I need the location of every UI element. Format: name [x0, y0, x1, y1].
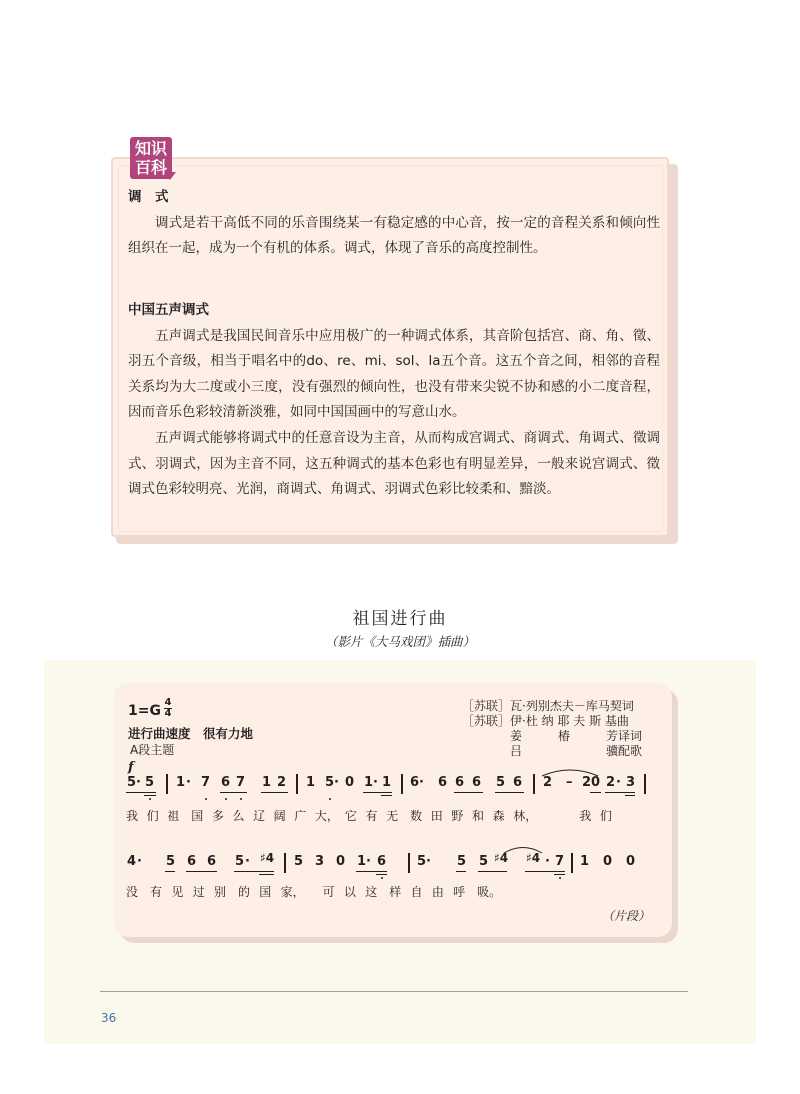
- note: 7: [236, 775, 246, 790]
- note: 0: [603, 854, 613, 869]
- note: 3: [626, 775, 636, 790]
- note: 1: [262, 775, 272, 790]
- note: 3: [315, 854, 325, 869]
- time-top: 4: [164, 697, 172, 708]
- note: 5: [417, 854, 427, 869]
- note: ·: [366, 854, 371, 869]
- note: 6: [207, 854, 217, 869]
- note: ·: [186, 775, 191, 790]
- barline: [571, 853, 573, 873]
- underline: [381, 795, 392, 796]
- badge-tail: [164, 172, 176, 180]
- note: 1: [176, 775, 186, 790]
- underline: [456, 871, 466, 872]
- note: 7: [555, 854, 565, 869]
- underline: [495, 792, 524, 793]
- low-octave-dot: [329, 798, 331, 800]
- credit-line: ［苏联］伊·杜 纳 耶 夫 斯 基曲: [462, 714, 629, 728]
- barline: [408, 853, 410, 873]
- underline: [126, 792, 156, 793]
- underline: [356, 871, 387, 872]
- note: 2: [543, 775, 553, 790]
- underline: [165, 871, 175, 872]
- footer-rule: [100, 991, 688, 992]
- underline: [220, 792, 247, 793]
- badge-line-2: 百科: [134, 158, 167, 177]
- low-octave-dot: [205, 798, 207, 800]
- credit-line: 吕 骥配歌: [462, 744, 643, 758]
- low-octave-dot: [240, 798, 242, 800]
- fragment-note: （片段）: [602, 909, 651, 923]
- note: 0: [626, 854, 636, 869]
- credit-line: 姜 椿 芳译词: [462, 729, 643, 743]
- underline: [144, 795, 156, 796]
- credits: [462, 699, 642, 759]
- time-bottom: 4: [164, 708, 172, 719]
- barline: [401, 774, 403, 794]
- paragraph: 调式是若干高低不同的乐音围绕某一有稳定感的中心音，按一定的音程关系和倾向性组织在一起，成为一个有机的体系。调式，体现了音乐的高度控制性。: [128, 214, 660, 257]
- barline: [296, 774, 298, 794]
- note: ·: [545, 854, 550, 869]
- lyrics-line-1: 我 们 祖 国 多 么 辽 阔 广 大， 它 有 无 数 田 野 和 森 林， 我 们: [126, 809, 612, 823]
- note: 5: [325, 775, 335, 790]
- note-sharp: ♯4: [526, 851, 541, 865]
- note: ·: [334, 775, 339, 790]
- underline: [234, 871, 274, 872]
- credit-line: ［苏联］瓦·列别杰夫－库马契词: [462, 699, 634, 713]
- note: 2: [606, 775, 616, 790]
- underline: [376, 874, 387, 875]
- note: 5: [145, 775, 155, 790]
- song-subtitle: （影片《大马戏团》插曲）: [324, 634, 475, 649]
- note: 7: [201, 775, 211, 790]
- note: 6: [377, 854, 387, 869]
- note: 1: [306, 775, 316, 790]
- barline: [284, 853, 286, 873]
- underline: [554, 874, 565, 875]
- underline: [261, 792, 288, 793]
- note: ·: [136, 775, 141, 790]
- tempo-marking: 进行曲速度 很有力地: [128, 726, 254, 741]
- low-octave-dot: [225, 798, 227, 800]
- note: 5: [496, 775, 506, 790]
- note: 5: [294, 854, 304, 869]
- note: –: [566, 775, 573, 790]
- section-heading: 中国五声调式: [128, 302, 209, 318]
- note: ·: [373, 775, 378, 790]
- barline: [533, 774, 535, 794]
- low-octave-dot: [149, 798, 151, 800]
- paragraph: 五声调式能够将调式中的任意音设为主音，从而构成宫调式、商调式、角调式、徵调式、羽调式，因为主音不同，这五种调式的基本色彩也有明显差异，一般来说宫调式、徵调式色彩较明亮、光润，商调式、角调式、羽调式色彩比较柔和、黯淡。: [128, 429, 660, 498]
- note: 6: [455, 775, 465, 790]
- badge-line-1: 知识: [134, 139, 167, 158]
- section-label: A段主题: [130, 743, 175, 757]
- underline: [363, 792, 392, 793]
- note: 6: [472, 775, 482, 790]
- note: ·: [616, 775, 621, 790]
- note: 1: [364, 775, 374, 790]
- paragraph: 五声调式是我国民间音乐中应用极广的一种调式体系，其音阶包括宫、商、角、徵、羽五个音级，相当于唱名中的do、re、mi、sol、la五个音。这五个音之间，相邻的音程关系均为大二度或小三度，没有强烈的倾向性，也没有带来尖锐不协和感的小二度音程，因而音乐色彩较清新淡雅，如同中国国画中的写意山水。: [128, 327, 660, 421]
- page-number: 36: [101, 1011, 117, 1025]
- underline: [605, 792, 635, 793]
- note: 6: [221, 775, 231, 790]
- underline: [259, 874, 274, 875]
- note: ·: [137, 854, 142, 869]
- barline: [166, 774, 168, 794]
- low-octave-dot: [559, 877, 561, 879]
- note: 1: [580, 854, 590, 869]
- note: 4: [127, 854, 137, 869]
- time-signature: [164, 698, 172, 719]
- note: 6: [438, 775, 448, 790]
- underline: [525, 871, 565, 872]
- underline: [454, 792, 483, 793]
- note: ·: [245, 854, 250, 869]
- key-signature: 1=G: [128, 703, 161, 719]
- barline: [644, 774, 646, 794]
- low-octave-dot: [381, 877, 383, 879]
- section-mode: [128, 185, 660, 262]
- note: 5: [235, 854, 245, 869]
- note: ·: [419, 775, 424, 790]
- note: 6: [410, 775, 420, 790]
- underline: [186, 871, 217, 872]
- note: 5: [457, 854, 467, 869]
- note: 5: [479, 854, 489, 869]
- note: 0: [591, 775, 601, 790]
- dynamic-forte: f: [128, 760, 134, 775]
- underline: [478, 871, 507, 872]
- underline: [590, 792, 601, 793]
- section-heading: 调 式: [128, 189, 169, 205]
- underline: [625, 795, 635, 796]
- note: 2: [277, 775, 287, 790]
- lyrics-line-2: 没 有 见 过 别 的 国 家， 可 以 这 样 自 由 呼 吸。: [126, 885, 502, 899]
- note: 6: [187, 854, 197, 869]
- note: 5: [166, 854, 176, 869]
- note: 1: [382, 775, 392, 790]
- note-sharp: ♯4: [494, 851, 509, 865]
- note: 0: [336, 854, 346, 869]
- section-pentatonic: [128, 298, 660, 503]
- note: ·: [426, 854, 431, 869]
- note: 6: [513, 775, 523, 790]
- note-sharp: ♯4: [260, 851, 275, 865]
- song-title: 祖国进行曲: [352, 609, 448, 629]
- note: 0: [345, 775, 355, 790]
- note: 5: [127, 775, 137, 790]
- note: 2: [582, 775, 592, 790]
- note: 1: [357, 854, 367, 869]
